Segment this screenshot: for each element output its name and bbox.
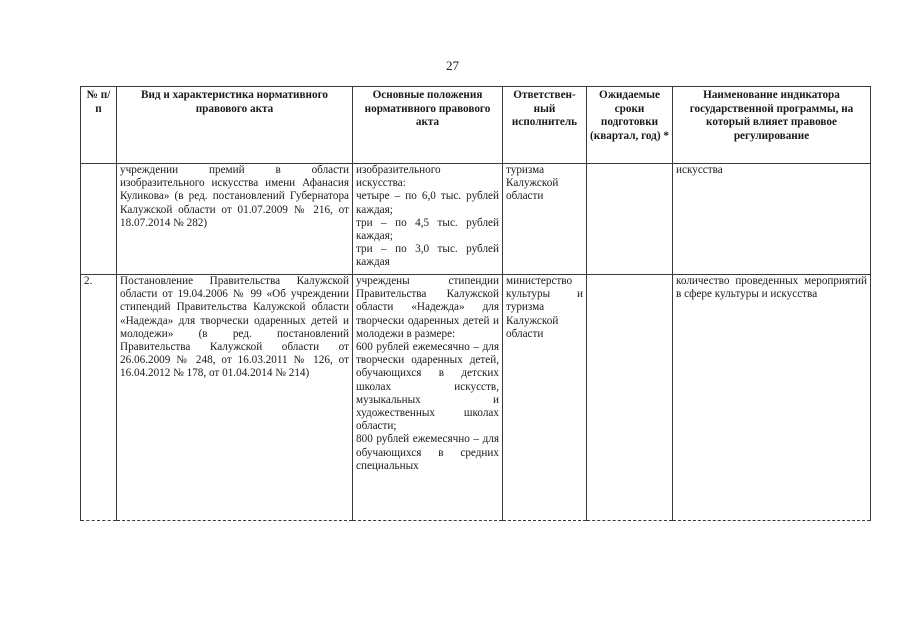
header-indicator: Наименование индикатора государственной программы, на который влияет правовое регулирование bbox=[673, 87, 871, 164]
table-header-row bbox=[81, 87, 871, 164]
row-executor: министерство культуры и туризма Калужской области bbox=[503, 275, 587, 521]
row-act: Постановление Правительства Калужской области от 19.04.2006 № 99 «Об учреждении стипендий Правительства Калужской области «Надежда» для творчески одаренных детей и молодежи» (в ред. постановлений Правительства Калужской области от 26.06.2009 № 248, от 16.03.2011 № 126, от 16.04.2012 № 178, от 01.04.2014 № 214) bbox=[117, 275, 353, 521]
row-indicator: количество проведенных мероприятий в сфере культуры и искусства bbox=[673, 275, 871, 521]
row-act: учреждении премий в области изобразительного искусства имени Афанасия Куликова» (в ред. постановлений Губернатора Калужской области от 01.07.2009 № 216, от 18.07.2014 № 282) bbox=[117, 164, 353, 275]
table-row bbox=[81, 275, 871, 521]
row-executor: туризма Калужской области bbox=[503, 164, 587, 275]
row-provisions: учреждены стипендии Правительства Калужской области «Надежда» для творчески одаренных детей и молодежи в размере: 600 рублей ежемесячно – для творчески одаренных детей, обучающихся в детских школах искусств, музыкальных и художественных школах области; 800 рублей ежемесячно – для обучающихся в средних специальных bbox=[353, 275, 503, 521]
regulatory-acts-table bbox=[80, 86, 871, 521]
header-executor: Ответствен- ный исполнитель bbox=[503, 87, 587, 164]
row-term bbox=[587, 164, 673, 275]
row-provisions: изобразительного искусства: четыре – по 6,0 тыс. рублей каждая; три – по 4,5 тыс. рублей каждая; три – по 3,0 тыс. рублей каждая bbox=[353, 164, 503, 275]
row-number bbox=[81, 164, 117, 275]
header-term: Ожидаемые сроки подготовки (квартал, год) * bbox=[587, 87, 673, 164]
table-row bbox=[81, 164, 871, 275]
page-number: 27 bbox=[446, 58, 459, 73]
row-term bbox=[587, 275, 673, 521]
header-number: № п/п bbox=[81, 87, 117, 164]
row-indicator: искусства bbox=[673, 164, 871, 275]
header-act-type: Вид и характеристика нормативного правового акта bbox=[117, 87, 353, 164]
row-number: 2. bbox=[81, 275, 117, 521]
header-provisions: Основные положения нормативного правового акта bbox=[353, 87, 503, 164]
